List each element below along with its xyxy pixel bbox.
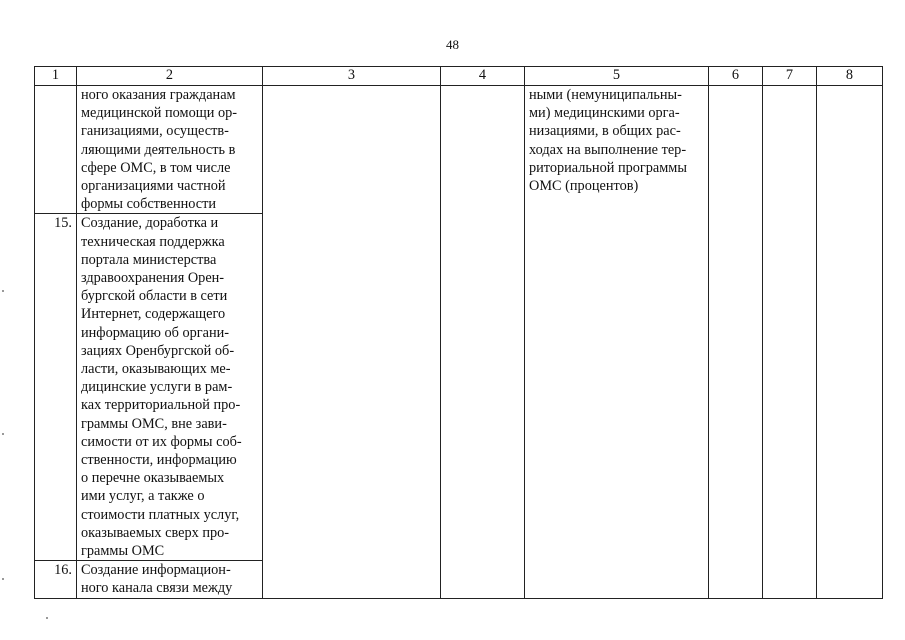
column-header-5: 5 <box>525 67 709 86</box>
text-line: ганизациями, осуществ- <box>81 123 229 140</box>
column-header-2: 2 <box>77 67 263 86</box>
table-row-continued <box>35 86 883 214</box>
text-line: ими услуг, а также о <box>81 488 205 505</box>
text-line: ласти, оказывающих ме- <box>81 361 231 378</box>
column-8-cell <box>817 86 883 599</box>
text-line: ходах на выполнение тер- <box>529 141 687 158</box>
table-header-row <box>35 67 883 86</box>
page-number: 48 <box>446 37 459 52</box>
text-line: риториальной программы <box>529 159 687 176</box>
text-line: ляющими деятельность в <box>81 141 236 158</box>
column-header-1: 1 <box>35 67 77 86</box>
text-line: стоимости платных услуг, <box>81 506 240 523</box>
row-number-cell <box>35 86 77 214</box>
text-line: организациями частной <box>81 178 226 195</box>
text-line: бургской области в сети <box>81 288 228 305</box>
scan-speck <box>46 617 48 619</box>
indicator-text-cell <box>525 86 709 599</box>
document-table <box>34 66 883 599</box>
text-line: симости от их формы соб- <box>81 433 242 450</box>
text-line: ного оказания гражданам <box>81 87 236 103</box>
row-number-cell: 16. <box>35 561 77 598</box>
text-line: о перечне оказываемых <box>81 470 225 487</box>
scan-speck <box>2 290 4 292</box>
text-line: здравоохранения Орен- <box>81 270 225 287</box>
measure-text-cell <box>77 214 263 561</box>
column-6-cell <box>709 86 763 599</box>
text-line: ного канала связи между <box>81 580 233 597</box>
text-line: техническая поддержка <box>81 233 225 250</box>
scan-speck <box>2 433 4 435</box>
text-line: медицинской помощи ор- <box>81 105 238 122</box>
text-line: ми) медицинскими орга- <box>529 105 680 122</box>
text-line: ОМС (процентов) <box>529 178 639 195</box>
text-line: граммы ОМС <box>81 543 165 560</box>
text-line: формы собственности <box>81 196 216 213</box>
column-header-8: 8 <box>817 67 883 86</box>
measure-text-cell <box>77 86 263 214</box>
text-line: оказываемых сверх про- <box>81 524 230 541</box>
row-number-cell: 15. <box>35 214 77 561</box>
column-header-3: 3 <box>263 67 441 86</box>
text-line: ными (немуниципальны- <box>529 87 682 103</box>
text-line: Создание информацион- <box>81 562 231 579</box>
text-line: информацию об органи- <box>81 324 230 341</box>
scan-speck <box>2 578 4 580</box>
column-3-cell <box>263 86 441 599</box>
column-7-cell <box>763 86 817 599</box>
column-header-6: 6 <box>709 67 763 86</box>
column-header-4: 4 <box>441 67 525 86</box>
text-line: низациями, в общих рас- <box>529 123 681 140</box>
text-line: граммы ОМС, вне зави- <box>81 415 227 432</box>
text-line: Создание, доработка и <box>81 215 219 232</box>
text-line: дицинские услуги в рам- <box>81 379 233 396</box>
text-line: ках территориальной про- <box>81 397 241 414</box>
text-line: сфере ОМС, в том числе <box>81 159 231 176</box>
text-line: портала министерства <box>81 251 217 268</box>
text-line: ственности, информацию <box>81 452 237 469</box>
text-line: Интернет, содержащего <box>81 306 226 323</box>
measure-text-cell <box>77 561 263 598</box>
column-header-7: 7 <box>763 67 817 86</box>
column-4-cell <box>441 86 525 599</box>
text-line: зациях Оренбургской об- <box>81 342 235 359</box>
